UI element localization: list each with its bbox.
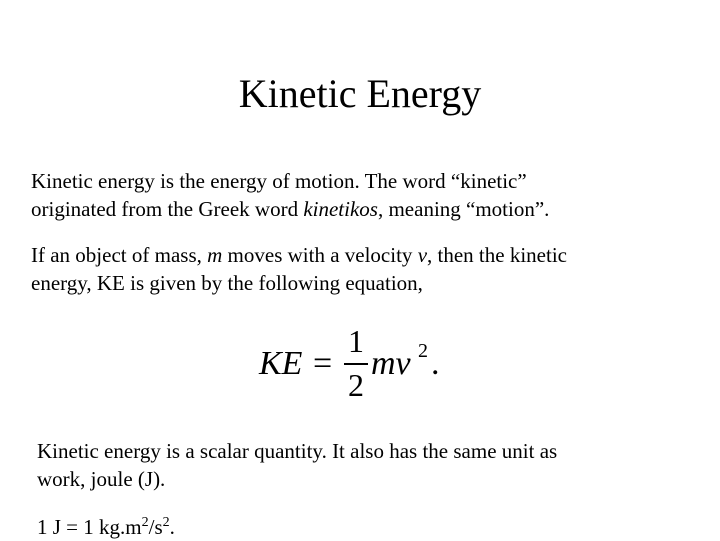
fraction-denominator: 2 [348,367,364,403]
definition-line-2-end: , meaning “motion”. [377,197,550,221]
intro-text-c: , then the kinetic [427,243,567,267]
equation-fraction [344,322,368,406]
intro-text-b: moves with a velocity [222,243,418,267]
unit-superscript-2: 2 [162,515,170,530]
unit-definition [37,509,175,541]
intro-text-a: If an object of mass, [31,243,208,267]
definition-paragraph [31,167,549,223]
unit-part-2: /s [148,515,163,539]
equation-rhs: mv [371,345,411,382]
slide-title: Kinetic Energy [238,71,482,116]
scalar-line-1: Kinetic energy is a scalar quantity. It also has the same unit as [37,439,558,463]
fraction-bar [344,363,368,365]
intro-line-2: energy, KE is given by the following equation, [31,271,423,295]
equation-equals-sign: = [313,345,333,382]
scalar-line-2: work, joule (J). [37,467,166,491]
kinetic-energy-equation [256,322,456,406]
unit-superscript-1: 2 [141,515,149,530]
fraction-numerator: 1 [348,323,364,359]
scalar-paragraph [37,437,557,493]
greek-word: kinetikos [303,197,378,221]
equation-intro-paragraph [31,241,567,297]
definition-line-1: Kinetic energy is the energy of motion. The word “kinetic” [31,169,527,193]
definition-line-2-start: originated from the Greek word [31,197,304,221]
equation-period: . [431,345,440,382]
velocity-symbol: v [417,243,428,267]
mass-symbol: m [207,243,223,267]
unit-part-3: . [169,515,175,539]
equation-exponent: 2 [418,340,428,362]
unit-part-1: 1 J = 1 kg.m [37,515,142,539]
equation-lhs: KE [259,345,303,382]
